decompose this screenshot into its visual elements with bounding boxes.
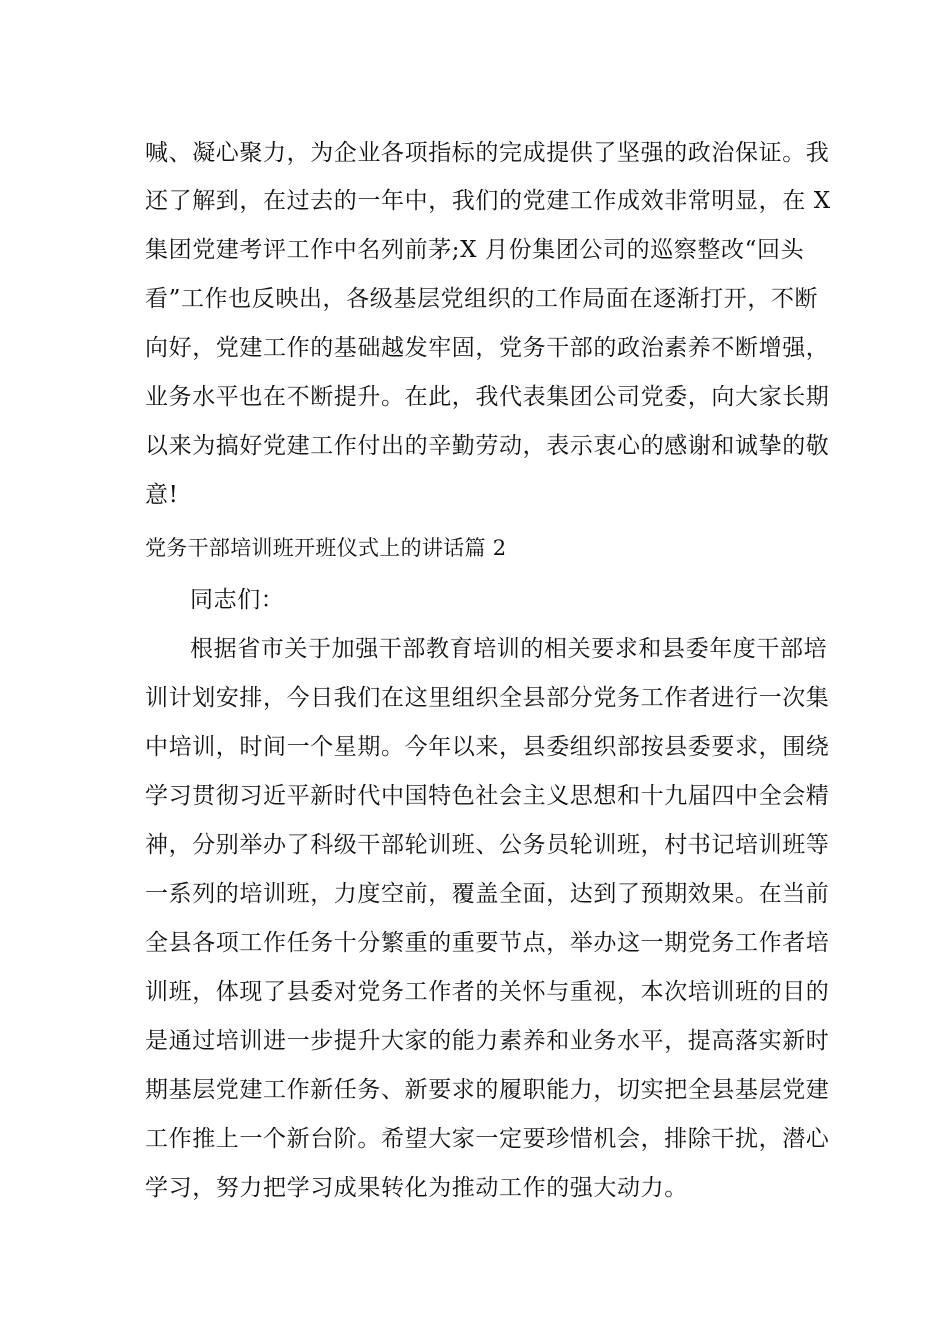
text-line: 意! [145, 482, 179, 508]
text-line: 期基层党建工作新任务、新要求的履职能力，切实把全县基层党建 [145, 1077, 830, 1103]
text-line: 业务水平也在不断提升。在此，我代表集团公司党委，向大家长期 [145, 384, 830, 410]
text-line: 根据省市关于加强干部教育培训的相关要求和县委年度干部培 [190, 636, 828, 662]
text-line: 集团党建考评工作中名列前茅;X 月份集团公司的巡察整改“回头 [145, 237, 805, 263]
text-line: 一系列的培训班，力度空前，覆盖全面，达到了预期效果。在当前 [145, 881, 830, 907]
text-line: 看”工作也反映出，各级基层党组织的工作局面在逐渐打开，不断 [145, 286, 819, 312]
text-line: 向好，党建工作的基础越发牢固，党务干部的政治素养不断增强， [145, 335, 830, 361]
section-heading: 党务干部培训班开班仪式上的讲话篇 2 [145, 536, 507, 560]
text-line: 训计划安排，今日我们在这里组织全县部分党务工作者进行一次集 [145, 685, 830, 711]
text-line: 学习贯彻习近平新时代中国特色社会主义思想和十九届四中全会精 [145, 783, 830, 809]
text-line: 学习，努力把学习成果转化为推动工作的强大动力。 [145, 1175, 688, 1201]
text-line: 工作推上一个新台阶。希望大家一定要珍惜机会，排除干扰，潜心 [145, 1126, 830, 1152]
text-line: 是通过培训进一步提升大家的能力素养和业务水平，提高落实新时 [145, 1028, 830, 1054]
text-line: 神，分别举办了科级干部轮训班、公务员轮训班，村书记培训班等 [145, 832, 830, 858]
text-line: 全县各项工作任务十分繁重的重要节点，举办这一期党务工作者培 [145, 930, 830, 956]
greeting: 同志们： [190, 587, 285, 613]
text-line: 还了解到，在过去的一年中，我们的党建工作成效非常明显，在 X [145, 188, 831, 214]
text-line: 以来为搞好党建工作付出的辛勤劳动，表示衷心的感谢和诚挚的敬 [145, 433, 830, 459]
text-line: 喊、凝心聚力，为企业各项指标的完成提供了坚强的政治保证。我 [145, 140, 830, 166]
text-line: 训班，体现了县委对党务工作者的关怀与重视，本次培训班的目的 [145, 979, 830, 1005]
text-line: 中培训，时间一个星期。今年以来，县委组织部按县委要求，围绕 [145, 734, 830, 760]
